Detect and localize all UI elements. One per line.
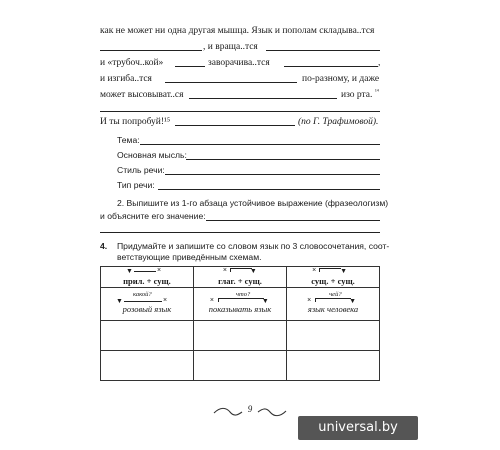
table-row (101, 321, 380, 351)
answer-cell[interactable] (287, 321, 380, 351)
answer-blank[interactable] (165, 82, 297, 83)
scheme-cell (101, 267, 194, 288)
task4-number: 4. (100, 241, 108, 251)
cross-mark-icon: × (307, 297, 312, 304)
arrow-icon: ▼ (126, 268, 133, 275)
answer-blank[interactable] (175, 125, 295, 126)
cross-mark-icon: × (312, 267, 317, 274)
cross-mark-icon: × (157, 267, 162, 274)
table-row (101, 351, 380, 381)
task2-line-2: и объясните его значение: (100, 211, 206, 221)
example-cell (101, 288, 194, 321)
example-phrase: язык человека (307, 304, 359, 314)
speech-style-label: Стиль речи: (117, 165, 165, 175)
answer-cell[interactable] (193, 351, 286, 381)
speech-style-field[interactable] (165, 174, 380, 175)
cross-mark-icon: × (209, 297, 214, 304)
answer-blank[interactable] (189, 98, 337, 99)
example-cell (287, 288, 380, 321)
scheme-header: глаг. + сущ. (218, 276, 262, 286)
example-phrase: розовый язык (122, 304, 172, 314)
cross-mark-icon: × (163, 297, 168, 304)
answer-cell[interactable] (193, 321, 286, 351)
arrow-icon: ▼ (116, 298, 123, 305)
arrow-icon: ▼ (340, 268, 348, 275)
task4-line-1: Придумайте и запишите со словом язык по 3 словосочетания, соот- (117, 241, 390, 251)
scheme-table (100, 266, 380, 381)
source-citation: (по Г. Трафимовой). (298, 117, 379, 127)
answer-blank[interactable] (284, 66, 378, 67)
main-idea-label: Основная мысль: (117, 150, 187, 160)
connector-line (315, 298, 351, 299)
answer-blank[interactable] (175, 66, 205, 67)
page-number: 9 (247, 404, 253, 414)
scheme-header: сущ. + сущ. (311, 276, 355, 286)
table-row (101, 267, 380, 288)
connector-line (319, 268, 341, 269)
answer-cell[interactable] (101, 351, 194, 381)
answer-line[interactable] (100, 111, 380, 112)
task2-line-1: 2. Выпишите из 1-го абзаца устойчивое выражение (фразеологизм) (117, 198, 389, 208)
try-yourself-text: И ты попробуй!¹⁵ (100, 117, 171, 127)
task4-line-2: ветствующие приведённым схемам. (117, 252, 262, 262)
text-line-5a: может высовыват..ся (100, 90, 184, 100)
connector-line (218, 298, 264, 299)
example-phrase: показывать язык (208, 304, 272, 314)
question-word: какой? (133, 291, 152, 298)
table-row (101, 288, 380, 321)
text-line-4b: по-разному, и даже (302, 74, 380, 84)
cross-mark-icon: × (222, 267, 227, 274)
answer-line[interactable] (100, 232, 380, 233)
text-line-5b: изо рта. (341, 90, 373, 100)
main-idea-field[interactable] (186, 159, 380, 160)
connector-line (134, 271, 156, 272)
footnote-mark: ¹⁴ (375, 89, 379, 95)
watermark: universal.by (298, 416, 418, 440)
example-cell (193, 288, 286, 321)
answer-blank[interactable] (266, 50, 380, 51)
task2-answer-field[interactable] (206, 220, 380, 221)
question-word: чей? (329, 291, 342, 298)
theme-field[interactable] (140, 144, 380, 145)
arrow-icon: ▼ (249, 268, 257, 275)
scheme-header: прил. + сущ. (123, 276, 171, 286)
scheme-cell (287, 267, 380, 288)
theme-label: Тема: (117, 135, 140, 145)
question-word: что? (235, 291, 251, 298)
speech-type-field[interactable] (158, 189, 380, 190)
answer-cell[interactable] (101, 321, 194, 351)
arrow-icon: ▼ (349, 298, 357, 305)
scheme-cell (193, 267, 286, 288)
text-line-1: как не может ни одна другая мышца. Язык и пополам складыва..тся (100, 26, 375, 36)
text-line-2: , и вращa..тся (203, 42, 258, 52)
connector-line (124, 301, 162, 302)
answer-cell[interactable] (287, 351, 380, 381)
text-line-3b: заворачива..тся (208, 58, 270, 68)
speech-type-label: Тип речи: (117, 180, 155, 190)
text-line-3c: , (378, 58, 381, 68)
answer-blank[interactable] (100, 50, 202, 51)
arrow-icon: ▼ (261, 298, 269, 305)
connector-line (230, 268, 252, 269)
text-line-4a: и изгиба..тся (100, 74, 152, 84)
text-line-3a: и «трубоч..кой» (100, 58, 164, 68)
